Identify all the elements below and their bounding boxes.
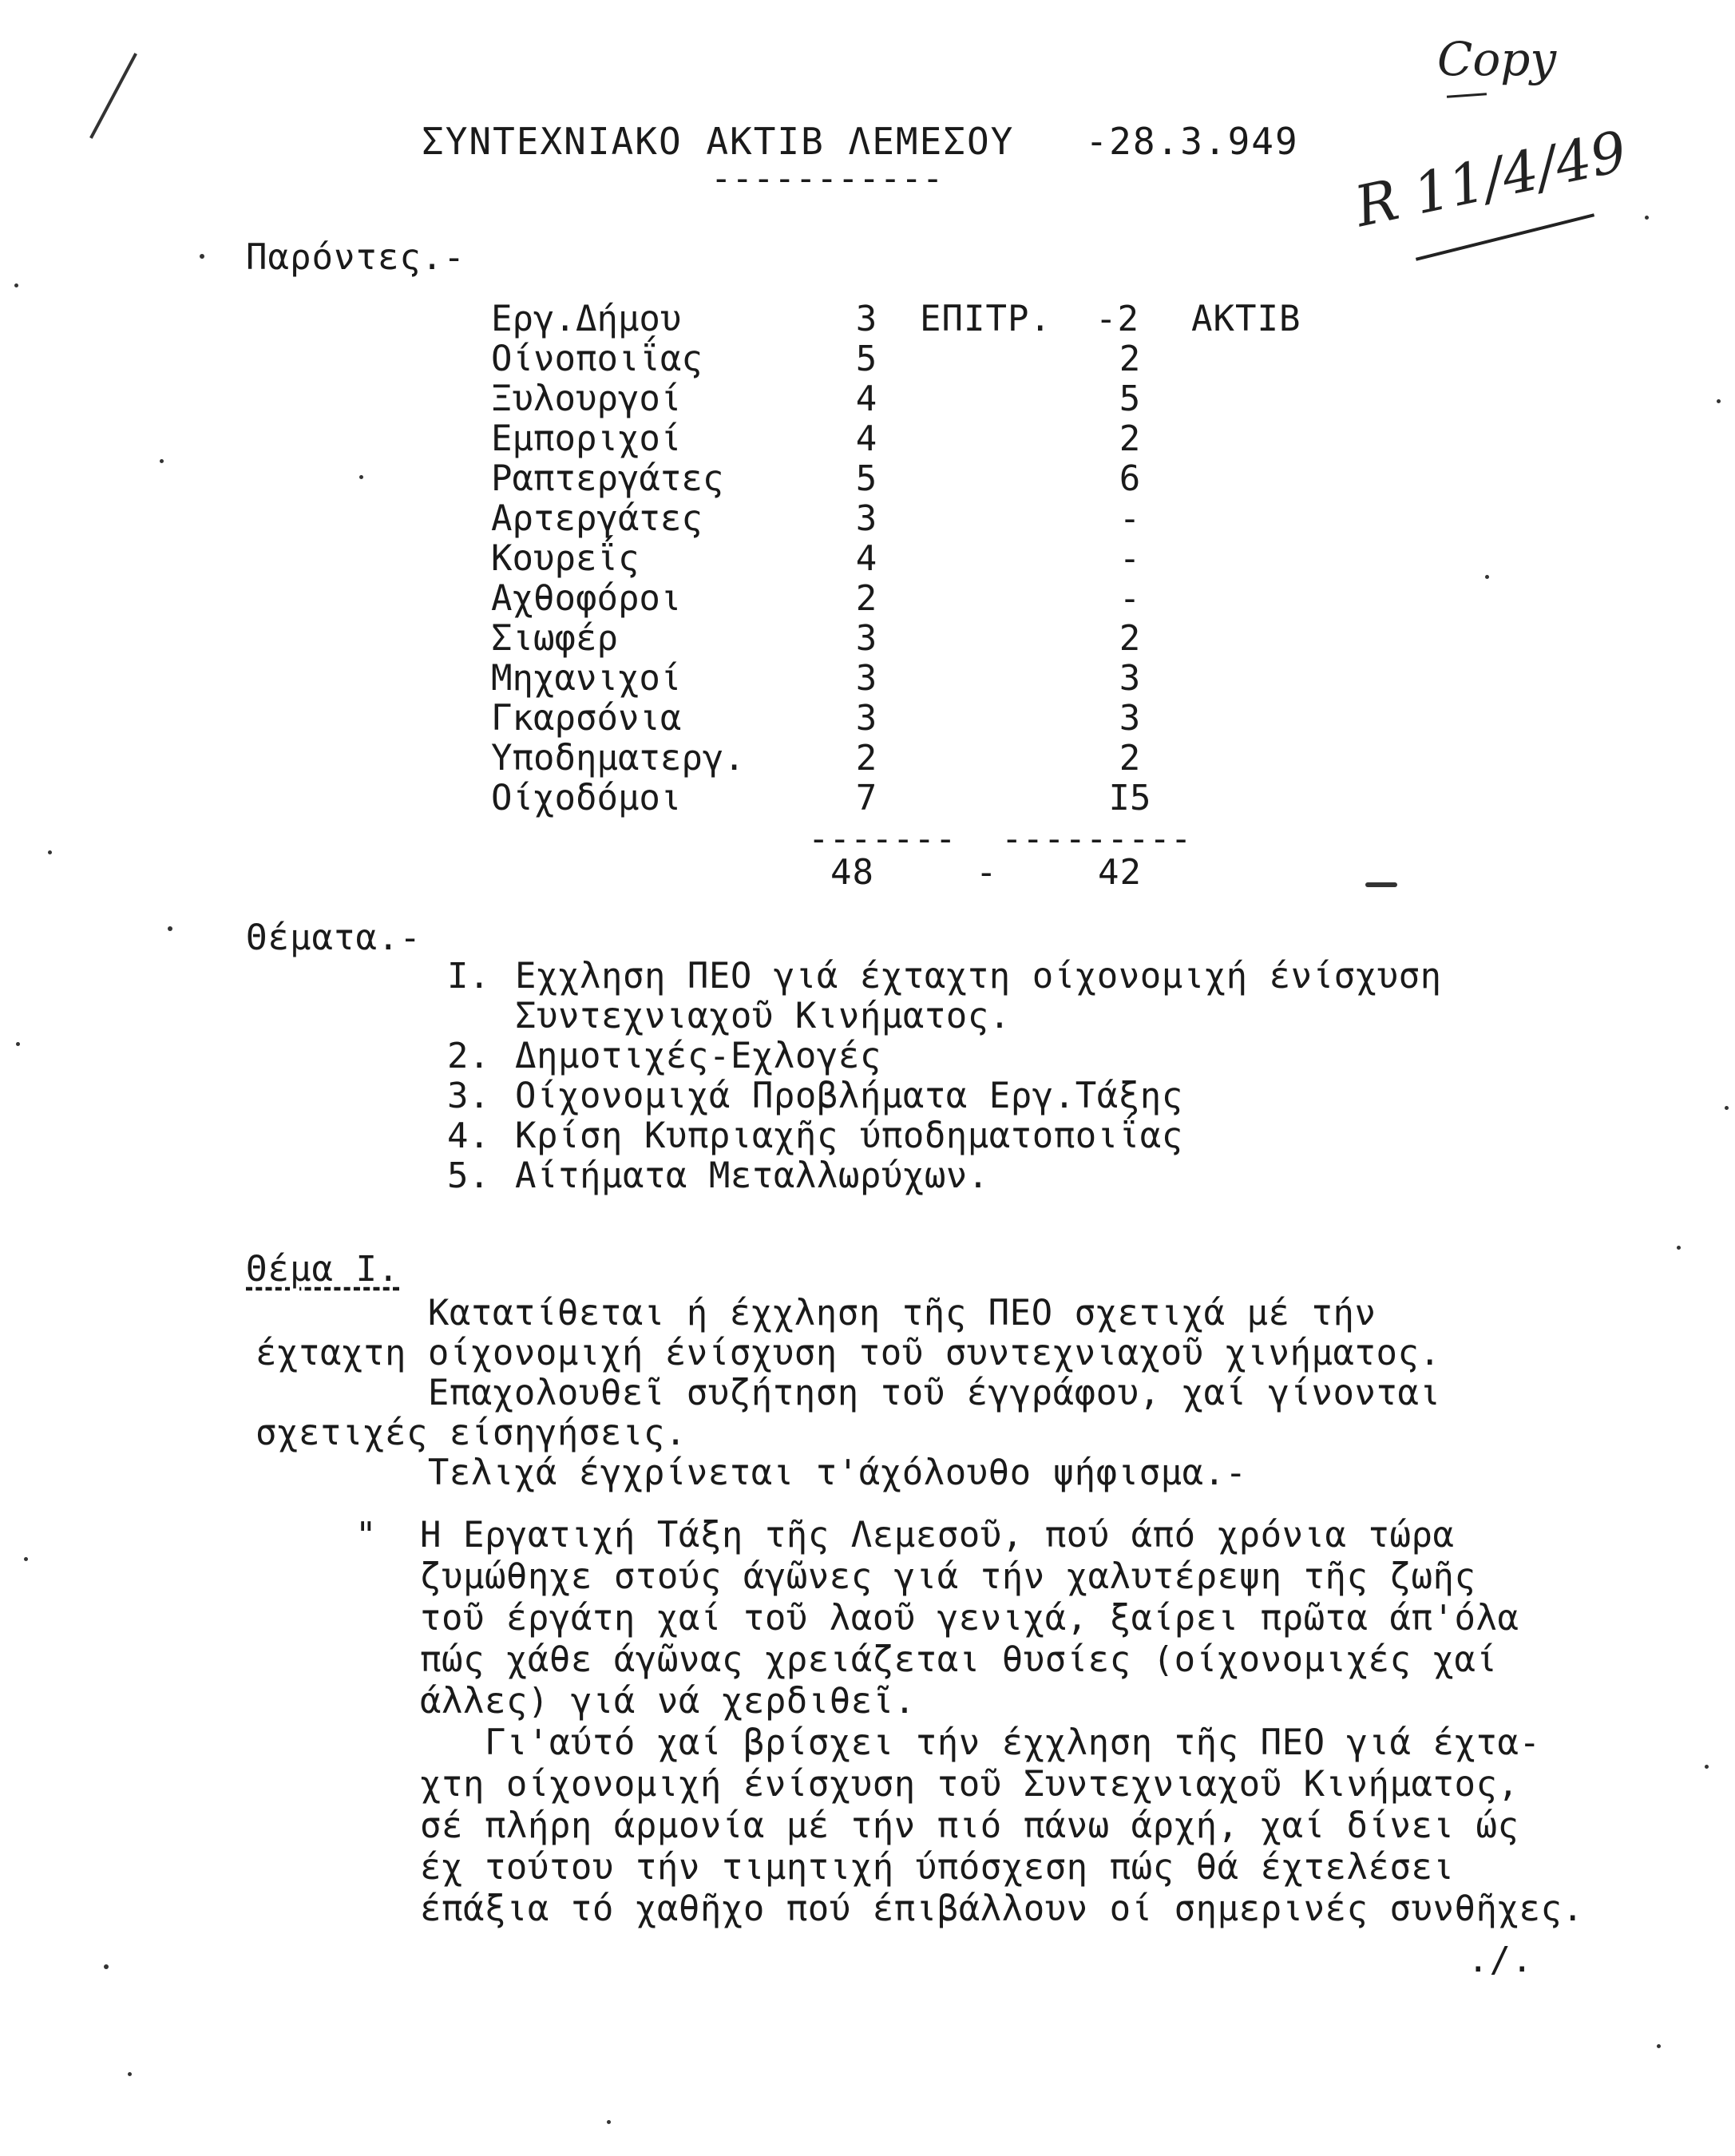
topic1-line: Τελιχά έγχρίνεται τ'άχόλουθο ψήφισμα.- (255, 1453, 1247, 1493)
scan-speck (200, 254, 204, 259)
present-row-name: Αχθοφόροι (491, 578, 682, 619)
present-label: Παρόντες.- (246, 237, 465, 278)
handwritten-initials-date: R 11/4/49 (1349, 118, 1633, 240)
present-row-epitr: 4 (855, 378, 877, 419)
present-row-name: Οίχοδόμοι (491, 778, 682, 818)
topic-number: 2. (447, 1036, 490, 1076)
scan-speck (607, 2120, 611, 2124)
present-row-aktiv: - (1119, 538, 1141, 579)
scan-speck (24, 1557, 28, 1561)
topic-number: 3. (447, 1076, 490, 1116)
topics-label: Θέματα.- (246, 917, 422, 958)
present-row-epitr: 4 (855, 418, 877, 459)
present-row (491, 699, 1210, 739)
title-rule: ----------- (711, 158, 944, 199)
present-row-name: Εργ.Δήμου (491, 299, 682, 339)
col-aktiv-dash: -2 (1095, 299, 1139, 339)
resolution-line: έχ τούτου τήν τιμητιχή ύπόσχεση πώς θά έχτελέσει (355, 1847, 1455, 1888)
scan-speck (1645, 216, 1649, 220)
present-row-aktiv: 3 (1119, 698, 1141, 739)
present-row-aktiv: 3 (1119, 658, 1141, 699)
present-row-name: Κουρεΐς (491, 538, 640, 579)
table-rule-left: ------- (808, 818, 957, 859)
resolution-line: ζυμώθηχε στούς άγῶνες γιά τήν χαλυτέρεψη τῆς ζωῆς (355, 1556, 1476, 1597)
scan-speck (16, 1042, 20, 1046)
present-row (491, 659, 1210, 699)
col-aktiv-header: ΑΚΤΙΒ (1191, 299, 1301, 339)
total-separator: - (976, 852, 998, 893)
table-rule-right: --------- (1001, 818, 1192, 859)
present-row (491, 419, 1210, 459)
present-row-name: Γκαρσόνια (491, 698, 682, 739)
scan-speck (48, 850, 52, 854)
present-row-name: Οίνοποιΐας (491, 339, 703, 379)
topic-text: Αίτήματα Μεταλλωρύχων. (515, 1155, 989, 1196)
topic1-line: Επαχολουθεῖ συζήτηση τοῦ έγγράφου, χαί γίνονται (255, 1373, 1441, 1413)
present-row-epitr: 2 (855, 738, 877, 779)
resolution-line: πώς χάθε άγῶνας χρειάζεται θυσίες (οίχονομιχές χαί (355, 1639, 1498, 1680)
scan-speck (1657, 2044, 1661, 2048)
present-row-aktiv: 2 (1119, 738, 1141, 779)
resolution-text (355, 1516, 1713, 1931)
handwritten-copy-note: Copy (1437, 32, 1557, 86)
margin-pen-stroke (89, 53, 137, 139)
topic-text-continued: Συντεχνιαχοῦ Κινήματος. (515, 996, 1011, 1036)
resolution-line: Γι'αύτό χαί βρίσχει τήν έχχληση τῆς ΠΕΟ γιά έχτα- (355, 1722, 1541, 1763)
present-row-name: Σιωφέρ (491, 618, 618, 659)
copy-note-underline (1447, 93, 1487, 97)
present-row-epitr: 3 (855, 618, 877, 659)
present-row-aktiv: I5 (1108, 778, 1151, 818)
present-row-epitr: 3 (855, 698, 877, 739)
present-row-epitr: 5 (855, 458, 877, 499)
present-row-epitr: 4 (855, 538, 877, 579)
present-row-aktiv: 2 (1119, 418, 1141, 459)
resolution-line: έπάξια τό χαθῆχο πού έπιβάλλουν οί σημερινές συνθῆχες. (355, 1888, 1584, 1929)
page-title: ΣΥΝΤΕΧΝΙΑΚΟ ΑΚΤΙΒ ΛΕΜΕΣΟΥ -28.3.949 (422, 120, 1299, 163)
present-row-aktiv: 6 (1119, 458, 1141, 499)
present-row (491, 619, 1210, 659)
present-row-epitr: 5 (855, 339, 877, 379)
present-row-epitr: 2 (855, 578, 877, 619)
continuation-mark: ./. (1468, 1940, 1534, 1980)
topic-number: I. (447, 956, 490, 997)
topic1-heading: Θέμα I. (246, 1249, 400, 1290)
present-row-name: Μηχανιχοί (491, 658, 682, 699)
present-row (491, 299, 1210, 339)
present-row-name: Εμποριχοί (491, 418, 682, 459)
present-row (491, 459, 1210, 499)
resolution-line: σέ πλήρη άρμονία μέ τήν πιό πάνω άρχή, χαί δίνει ώς (355, 1805, 1519, 1846)
scan-speck (1705, 1765, 1709, 1769)
present-row-aktiv: - (1119, 498, 1141, 539)
present-row (491, 579, 1210, 619)
present-row-aktiv: - (1119, 578, 1141, 619)
scan-speck (1717, 399, 1721, 403)
total-epitr: 48 (830, 852, 874, 893)
present-row-epitr: 3 (855, 299, 877, 339)
topic1-line: Κατατίθεται ή έχχληση τῆς ΠΕΟ σχετιχά μέ τήν (255, 1293, 1377, 1334)
present-row-epitr: 3 (855, 658, 877, 699)
topic-number: 5. (447, 1155, 490, 1196)
present-table (491, 299, 1210, 842)
scan-speck (128, 2072, 132, 2076)
present-row-aktiv: 2 (1119, 339, 1141, 379)
present-row (491, 779, 1210, 818)
present-row (491, 539, 1210, 579)
topic-text: Εχχληση ΠΕΟ γιά έχταχτη οίχονομιχή ένίσχυση (515, 956, 1442, 997)
topic-text: Οίχονομιχά Προβλήματα Εργ.Τάξης (515, 1076, 1183, 1116)
scan-speck (359, 475, 363, 479)
scan-speck (160, 459, 164, 463)
topic1-body (255, 1294, 1693, 1501)
resolution-line: άλλες) γιά νά χερδιθεῖ. (355, 1681, 916, 1722)
scan-speck (1725, 1106, 1729, 1110)
scan-speck (14, 283, 18, 287)
present-row-name: Ραπτεργάτες (491, 458, 724, 499)
present-row (491, 499, 1210, 539)
present-row-epitr: 3 (855, 498, 877, 539)
scan-speck (1677, 1246, 1681, 1250)
topic1-line: έχταχτη οίχονομιχή ένίσχυση τοῦ συντεχνιαχοῦ χινήματος. (255, 1333, 1441, 1373)
scan-speck (104, 1964, 109, 1969)
topic1-line: σχετιχές είσηγήσεις. (255, 1413, 687, 1453)
present-row-name: Υποδηματεργ. (491, 738, 745, 779)
present-row (491, 379, 1210, 419)
scan-speck (1485, 575, 1489, 579)
topic-text: Κρίση Κυπριαχῆς ύποδηματοποιΐας (515, 1116, 1183, 1156)
topic-number: 4. (447, 1116, 490, 1156)
scan-speck (1365, 882, 1397, 887)
scan-speck (168, 926, 172, 931)
present-row-name: Αρτεργάτες (491, 498, 703, 539)
present-row (491, 739, 1210, 779)
present-row-aktiv: 2 (1119, 618, 1141, 659)
topic-text: Δημοτιχές-Εχλογές (515, 1036, 881, 1076)
present-row (491, 339, 1210, 379)
resolution-line: " Η Εργατιχή Τάξη τῆς Λεμεσοῦ, πού άπό χρόνια τώρα (355, 1515, 1455, 1556)
present-row-name: Ξυλουργοί (491, 378, 682, 419)
topics-list (447, 957, 1645, 1212)
resolution-line: τοῦ έργάτη χαί τοῦ λαοῦ γενιχά, ξαίρει πρῶτα άπ'όλα (355, 1598, 1519, 1639)
total-aktiv: 42 (1098, 852, 1142, 893)
present-row-aktiv: 5 (1119, 378, 1141, 419)
col-epitr-header: ΕΠΙΤΡ. (920, 299, 1052, 339)
present-row-epitr: 7 (855, 778, 877, 818)
resolution-line: χτη οίχονομιχή ένίσχυση τοῦ Συντεχνιαχοῦ Κινήματος, (355, 1764, 1519, 1805)
